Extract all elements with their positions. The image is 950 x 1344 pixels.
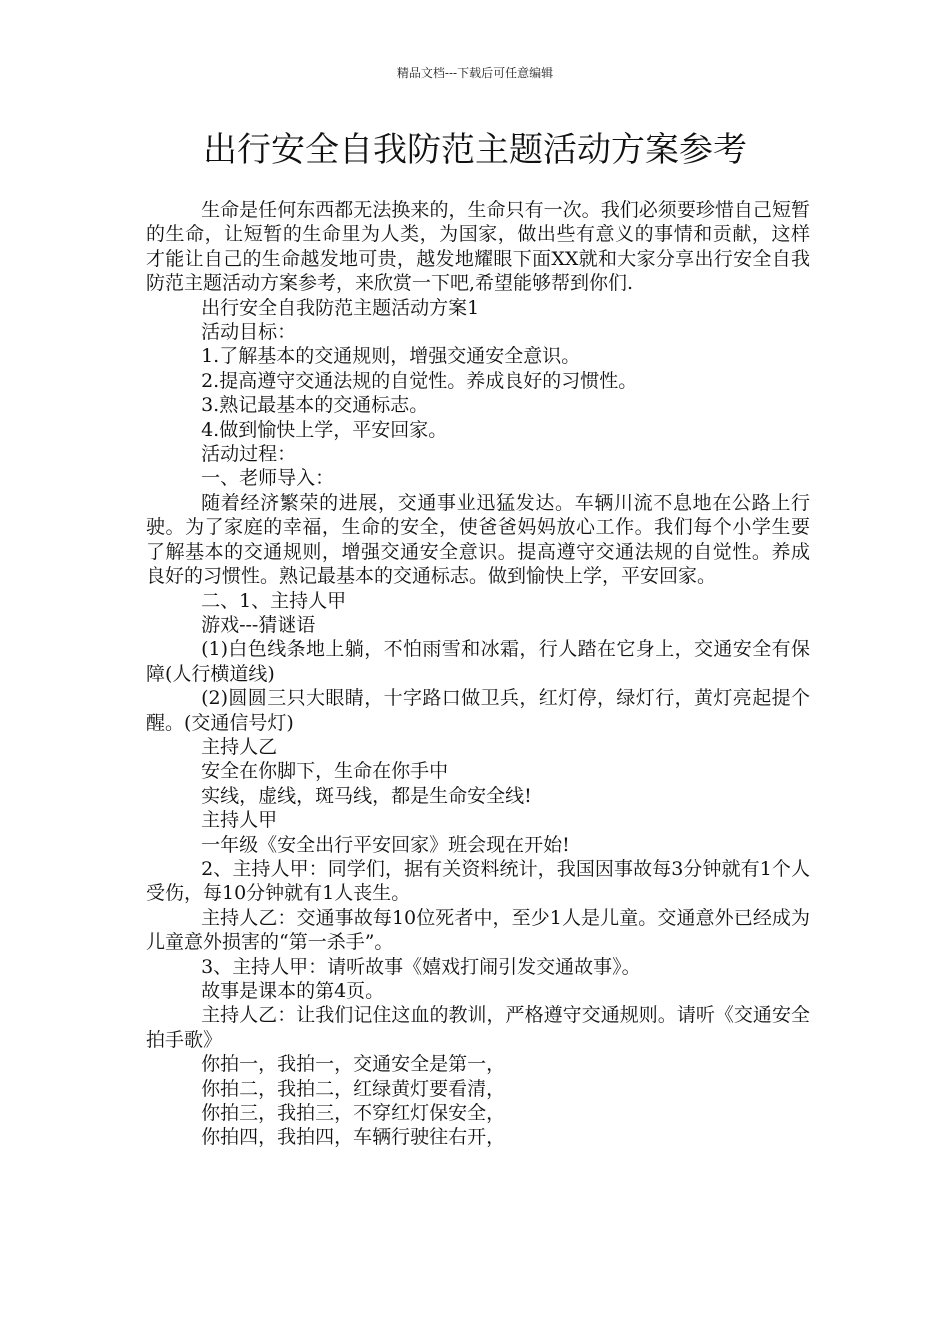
paragraph: 3.熟记最基本的交通标志。: [201, 394, 429, 417]
paragraph: 游戏---猜谜语: [201, 613, 316, 636]
page-header-note: 精品文档---下载后可任意编辑: [396, 66, 554, 80]
paragraph: 一、老师导入：: [201, 467, 335, 490]
paragraph: 安全在你脚下，生命在你手中: [201, 760, 449, 783]
paragraph: 你拍一，我拍一，交通安全是第一，: [201, 1053, 506, 1076]
paragraph: 二、1、主持人甲: [201, 589, 347, 612]
paragraph: 你拍四，我拍四，车辆行驶往右开，: [201, 1126, 506, 1149]
paragraph: 2、主持人甲：同学们，据有关资料统计，我国因事故每3分钟就有1个人受伤，每10分钟就有1人丧生。: [146, 857, 810, 905]
paragraph: 1.了解基本的交通规则，增强交通安全意识。: [201, 345, 581, 368]
paragraph: (2)圆圆三只大眼睛，十字路口做卫兵，红灯停，绿灯行，黄灯亮起提个醒。(交通信号灯): [146, 687, 810, 734]
paragraph: 主持人乙：交通事故每10位死者中，至少1人是儿童。交通意外已经成为儿童意外损害的“第一杀手”。: [146, 906, 810, 954]
paragraph: 活动过程：: [201, 443, 297, 466]
paragraph: 主持人甲: [201, 809, 278, 832]
paragraph: 主持人乙: [201, 735, 278, 758]
paragraph: 一年级《安全出行平安回家》班会现在开始!: [201, 833, 570, 856]
paragraph: 实线，虚线，斑马线，都是生命安全线!: [201, 784, 532, 807]
paragraph: 4.做到愉快上学，平安回家。: [201, 418, 448, 441]
paragraph: 你拍三，我拍三，不穿红灯保安全，: [201, 1102, 506, 1125]
paragraph: 随着经济繁荣的进展，交通事业迅猛发达。车辆川流不息地在公路上行驶。为了家庭的幸福，生命的安全，使爸爸妈妈放心工作。我们每个小学生要了解基本的交通规则，增强交通安全意识。提高遵守交通法规的自觉性。养成良好的习惯性。熟记最基本的交通标志。做到愉快上学，平安回家。: [146, 491, 810, 588]
paragraph: (1)白色线条地上躺，不怕雨雪和冰霜，行人踏在它身上，交通安全有保障(人行横道线): [146, 638, 810, 685]
document-title: 出行安全自我防范主题活动方案参考: [203, 130, 747, 170]
paragraph: 活动目标：: [201, 321, 297, 344]
paragraph: 故事是课本的第4页。: [201, 980, 385, 1002]
paragraph: 你拍二，我拍二，红绿黄灯要看清，: [201, 1077, 506, 1100]
paragraph: 3、主持人甲：请听故事《嬉戏打闹引发交通故事》。: [201, 955, 641, 978]
paragraph: 主持人乙：让我们记住这血的教训，严格遵守交通规则。请听《交通安全拍手歌》: [146, 1004, 810, 1051]
paragraph: 2.提高遵守交通法规的自觉性。养成良好的习惯性。: [201, 369, 638, 392]
document-body: [146, 198, 810, 1150]
paragraph: 出行安全自我防范主题活动方案1: [201, 296, 480, 319]
paragraph: 生命是任何东西都无法换来的，生命只有一次。我们必须要珍惜自己短暂的生命，让短暂的生命里为人类，为国家，做出些有意义的事情和贡献，这样才能让自己的生命越发地可贵，越发地耀眼下面XX就和大家分享出行安全自我防范主题活动方案参考，来欣赏一下吧,希望能够帮到你们.: [146, 199, 810, 295]
